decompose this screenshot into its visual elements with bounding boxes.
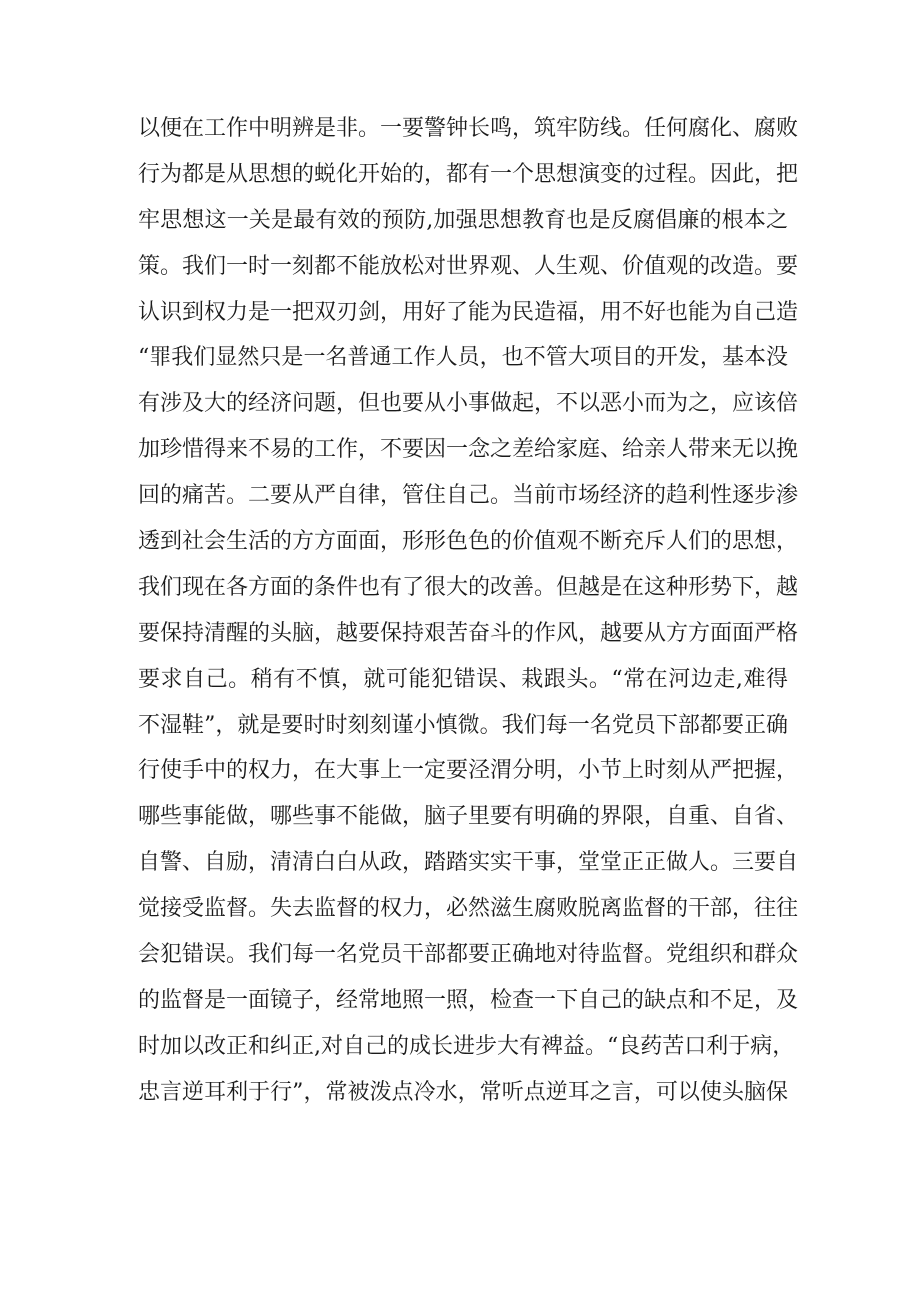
body-text <box>138 106 799 1116</box>
text-line: 回的痛苦。二要从严自律，管住自己。当前市场经济的趋利性逐步渗 <box>138 483 799 509</box>
text-line: 会犯错误。我们每一名党员干部都要正确地对待监督。党组织和群众 <box>138 942 799 968</box>
text-line: 有涉及大的经济问题，但也要从小事做起，不以恶小而为之，应该倍 <box>138 391 799 417</box>
text-line: 加珍惜得来不易的工作，不要因一念之差给家庭、给亲人带来无以挽 <box>138 437 799 463</box>
text-line: 认识到权力是一把双刃剑，用好了能为民造福，用不好也能为自己造 <box>138 299 799 325</box>
text-line: 自警、自励，清清白白从政，踏踏实实干事，堂堂正正做人。三要自 <box>138 850 799 876</box>
text-line: 哪些事能做，哪些事不能做，脑子里要有明确的界限，自重、自省、 <box>138 804 799 830</box>
text-line: 以便在工作中明辨是非。一要警钟长鸣，筑牢防线。任何腐化、腐败 <box>138 116 799 141</box>
text-line: “罪我们显然只是一名普通工作人员，也不管大项目的开发，基本没 <box>138 345 788 371</box>
text-line: 我们现在各方面的条件也有了很大的改善。但越是在这种形势下，越 <box>138 574 799 600</box>
text-line: 的监督是一面镜子，经常地照一照，检查一下自己的缺点和不足，及 <box>138 987 799 1013</box>
text-line: 觉接受监督。失去监督的权力，必然滋生腐败脱离监督的干部，往往 <box>138 896 799 922</box>
text-line: 行使手中的权力，在大事上一定要泾渭分明，小节上时刻从严把握， <box>138 758 799 784</box>
text-line: 不湿鞋”，就是要时时刻刻谨小慎微。我们每一名党员下部都要正确 <box>138 712 788 738</box>
text-line: 牢思想这一关是最有效的预防,加强思想教育也是反腐倡廉的根本之 <box>138 207 788 233</box>
text-line: 要保持清醒的头脑，越要保持艰苦奋斗的作风，越要从方方面面严格 <box>138 620 799 646</box>
text-line: 透到社会生活的方方面面，形形色色的价值观不断充斥人们的思想， <box>138 529 799 555</box>
text-line: 时加以改正和纠正,对自己的成长进步大有裨益。“良药苦口利于病， <box>138 1033 795 1059</box>
text-line: 策。我们一时一刻都不能放松对世界观、人生观、价值观的改造。要 <box>138 253 799 279</box>
text-line: 行为都是从思想的蜕化开始的，都有一个思想演变的过程。因此，把 <box>138 161 799 187</box>
text-line: 忠言逆耳利于行”，常被泼点冷水，常听点逆耳之言，可以使头脑保 <box>138 1079 788 1105</box>
text-line: 要求自己。稍有不慎，就可能犯错误、栽跟头。“常在河边走,难得 <box>138 666 788 692</box>
